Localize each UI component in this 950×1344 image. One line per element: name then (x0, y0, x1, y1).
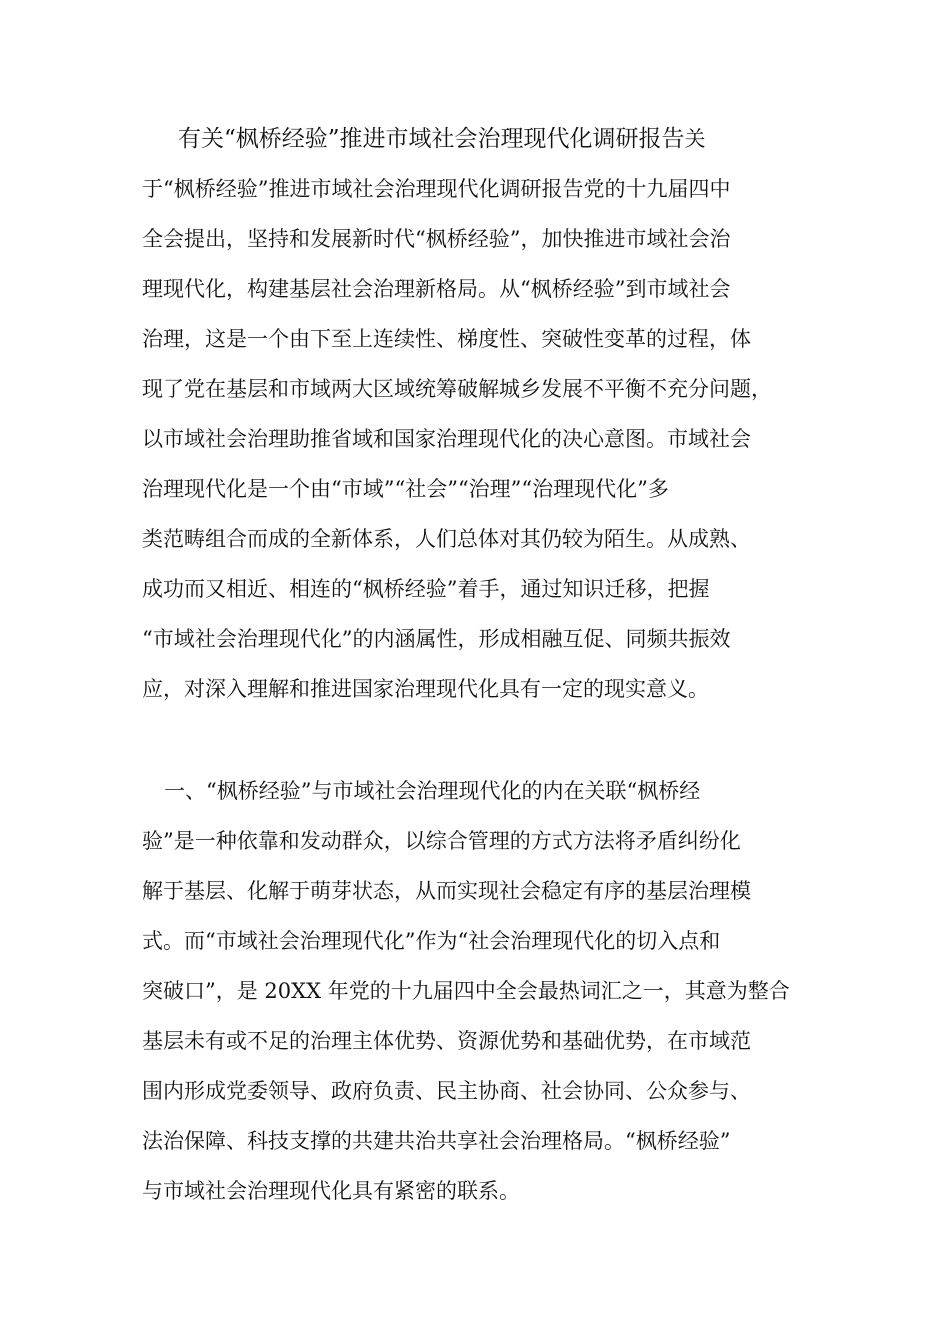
paragraph-2-line: 基层未有或不足的治理主体优势、资源优势和基础优势，在市域范 (142, 1029, 751, 1053)
paragraph-1-line: 全会提出，坚持和发展新时代“枫桥经验”，加快推进市域社会治 (142, 227, 731, 251)
paragraph-1-line: 于“枫桥经验”推进市域社会治理现代化调研报告党的十九届四中 (142, 177, 731, 201)
paragraph-2-line: 验”是一种依靠和发动群众，以综合管理的方式方法将矛盾纠纷化 (142, 829, 741, 853)
paragraph-2-line: 式。而“市域社会治理现代化”作为“社会治理现代化的切入点和 (142, 929, 721, 953)
paragraph-2-line: 突破口”，是 20XX 年党的十九届四中全会最热词汇之一，其意为整合 (142, 979, 790, 1003)
paragraph-1-line: 治理，这是一个由下至上连续性、梯度性、突破性变革的过程，体 (142, 327, 751, 351)
report-title: 有关“枫桥经验”推进市域社会治理现代化调研报告 (178, 126, 685, 152)
paragraph-1-line: 成功而又相近、相连的“枫桥经验”着手，通过知识迁移，把握 (142, 577, 710, 601)
paragraph-1-line: 理现代化，构建基层社会治理新格局。从“枫桥经验”到市域社会 (142, 277, 731, 301)
paragraph-2-line: 与市域社会治理现代化具有紧密的联系。 (142, 1179, 520, 1203)
paragraph-2-line: 法治保障、科技支撑的共建共治共享社会治理格局。“枫桥经验” (142, 1129, 731, 1153)
paragraph-1-first-line (178, 124, 818, 154)
paragraph-1-line: 类范畴组合而成的全新体系，人们总体对其仍较为陌生。从成熟、 (142, 527, 751, 551)
paragraph-1-line: “市域社会治理现代化”的内涵属性，形成相融互促、同频共振效 (142, 627, 731, 651)
paragraph-1-line: 应，对深入理解和推进国家治理现代化具有一定的现实意义。 (142, 677, 709, 701)
paragraph-1-line: 现了党在基层和市域两大区域统筹破解城乡发展不平衡不充分问题， (142, 377, 772, 401)
paragraph-2-first-line: 一、“枫桥经验”与市域社会治理现代化的内在关联“枫桥经 (164, 779, 701, 803)
paragraph-1-line: 以市域社会治理助推省域和国家治理现代化的决心意图。市域社会 (142, 427, 751, 451)
paragraph-1-line: 治理现代化是一个由“市域”“社会”“治理”“治理现代化”多 (142, 477, 669, 501)
paragraph-2-line: 围内形成党委领导、政府负责、民主协商、社会协同、公众参与、 (142, 1079, 751, 1103)
paragraph-2-line: 解于基层、化解于萌芽状态，从而实现社会稳定有序的基层治理模 (142, 879, 751, 903)
title-tail-char: 关 (684, 127, 706, 151)
